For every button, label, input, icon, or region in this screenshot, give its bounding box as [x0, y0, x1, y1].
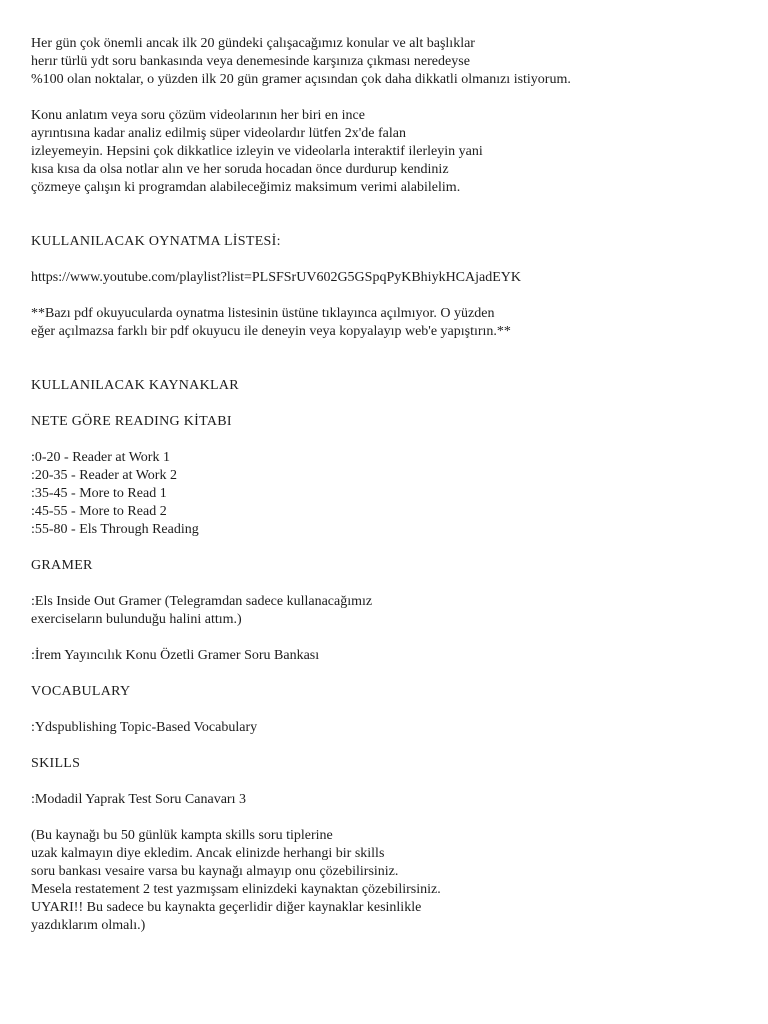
skills-note-line: (Bu kaynağı bu 50 günlük kampta skills soru tiplerine	[31, 828, 333, 843]
skills-note-line: uzak kalmayın diye ekledim. Ancak elinizde herhangi bir skills	[31, 846, 385, 861]
reading-list	[31, 449, 731, 539]
document-page	[31, 35, 731, 935]
grammar-heading: GRAMER	[31, 558, 93, 573]
skills-note-line: UYARI!! Bu sadece bu kaynakta geçerlidir diğer kaynaklar kesinlikle	[31, 900, 422, 915]
videos-line: izleyemeyin. Hepsini çok dikkatlice izleyin ve videolarla interaktif ilerleyin yani	[31, 144, 483, 159]
videos-line: çözmeye çalışın ki programdan alabileceğimiz maksimum verimi alabilelim.	[31, 180, 461, 195]
playlist-heading: KULLANILACAK OYNATMA LİSTESİ:	[31, 234, 281, 249]
intro-line: Her gün çok önemli ancak ilk 20 gündeki çalışacağımız konular ve alt başlıklar	[31, 36, 475, 51]
intro-line: herır türlü ydt soru bankasında veya denemesinde karşınıza çıkması neredeyse	[31, 54, 470, 69]
playlist-note	[31, 305, 731, 341]
playlist-url-link[interactable]: https://www.youtube.com/playlist?list=PLSFSrUV602G5GSpqPyKBhiykHCAjadEYK	[31, 270, 522, 285]
reading-item: :0-20 - Reader at Work 1	[31, 450, 170, 465]
vocabulary-item: :Ydspublishing Topic-Based Vocabulary	[31, 720, 258, 735]
intro-paragraph	[31, 35, 731, 89]
grammar-item-2: :İrem Yayıncılık Konu Özetli Gramer Soru Bankası	[31, 648, 320, 663]
videos-line: ayrıntısına kadar analiz edilmiş süper videolardır lütfen 2x'de falan	[31, 126, 406, 141]
skills-note-line: Mesela restatement 2 test yazmışsam elinizdeki kaynaktan çözebilirsiniz.	[31, 882, 441, 897]
grammar-item-1	[31, 593, 731, 629]
videos-line: kısa kısa da olsa notlar alın ve her soruda hocadan önce durdurup kendiniz	[31, 162, 449, 177]
skills-note-line: soru bankası vesaire varsa bu kaynağı almayıp onu çözebilirsiniz.	[31, 864, 399, 879]
skills-item: :Modadil Yaprak Test Soru Canavarı 3	[31, 792, 246, 807]
reading-item: :20-35 - Reader at Work 2	[31, 468, 177, 483]
videos-paragraph	[31, 107, 731, 197]
grammar-item-line: :Els Inside Out Gramer (Telegramdan sadece kullanacağımız	[31, 594, 373, 609]
skills-heading: SKILLS	[31, 756, 81, 771]
vocabulary-heading: VOCABULARY	[31, 684, 131, 699]
reading-heading: NETE GÖRE READING KİTABI	[31, 414, 232, 429]
intro-line: %100 olan noktalar, o yüzden ilk 20 gün gramer açısından çok daha dikkatli olmanızı istiyorum.	[31, 72, 571, 87]
playlist-note-line: eğer açılmazsa farklı bir pdf okuyucu ile deneyin veya kopyalayıp web'e yapıştırın.**	[31, 324, 511, 339]
videos-line: Konu anlatım veya soru çözüm videolarının her biri en ince	[31, 108, 365, 123]
skills-note	[31, 827, 731, 935]
grammar-item-line: exerciseların bulunduğu halini attım.)	[31, 612, 242, 627]
resources-heading: KULLANILACAK KAYNAKLAR	[31, 378, 239, 393]
playlist-note-line: **Bazı pdf okuyucularda oynatma listesinin üstüne tıklayınca açılmıyor. O yüzden	[31, 306, 495, 321]
reading-item: :35-45 - More to Read 1	[31, 486, 167, 501]
skills-note-line: yazdıklarım olmalı.)	[31, 918, 146, 933]
reading-item: :55-80 - Els Through Reading	[31, 522, 199, 537]
reading-item: :45-55 - More to Read 2	[31, 504, 167, 519]
